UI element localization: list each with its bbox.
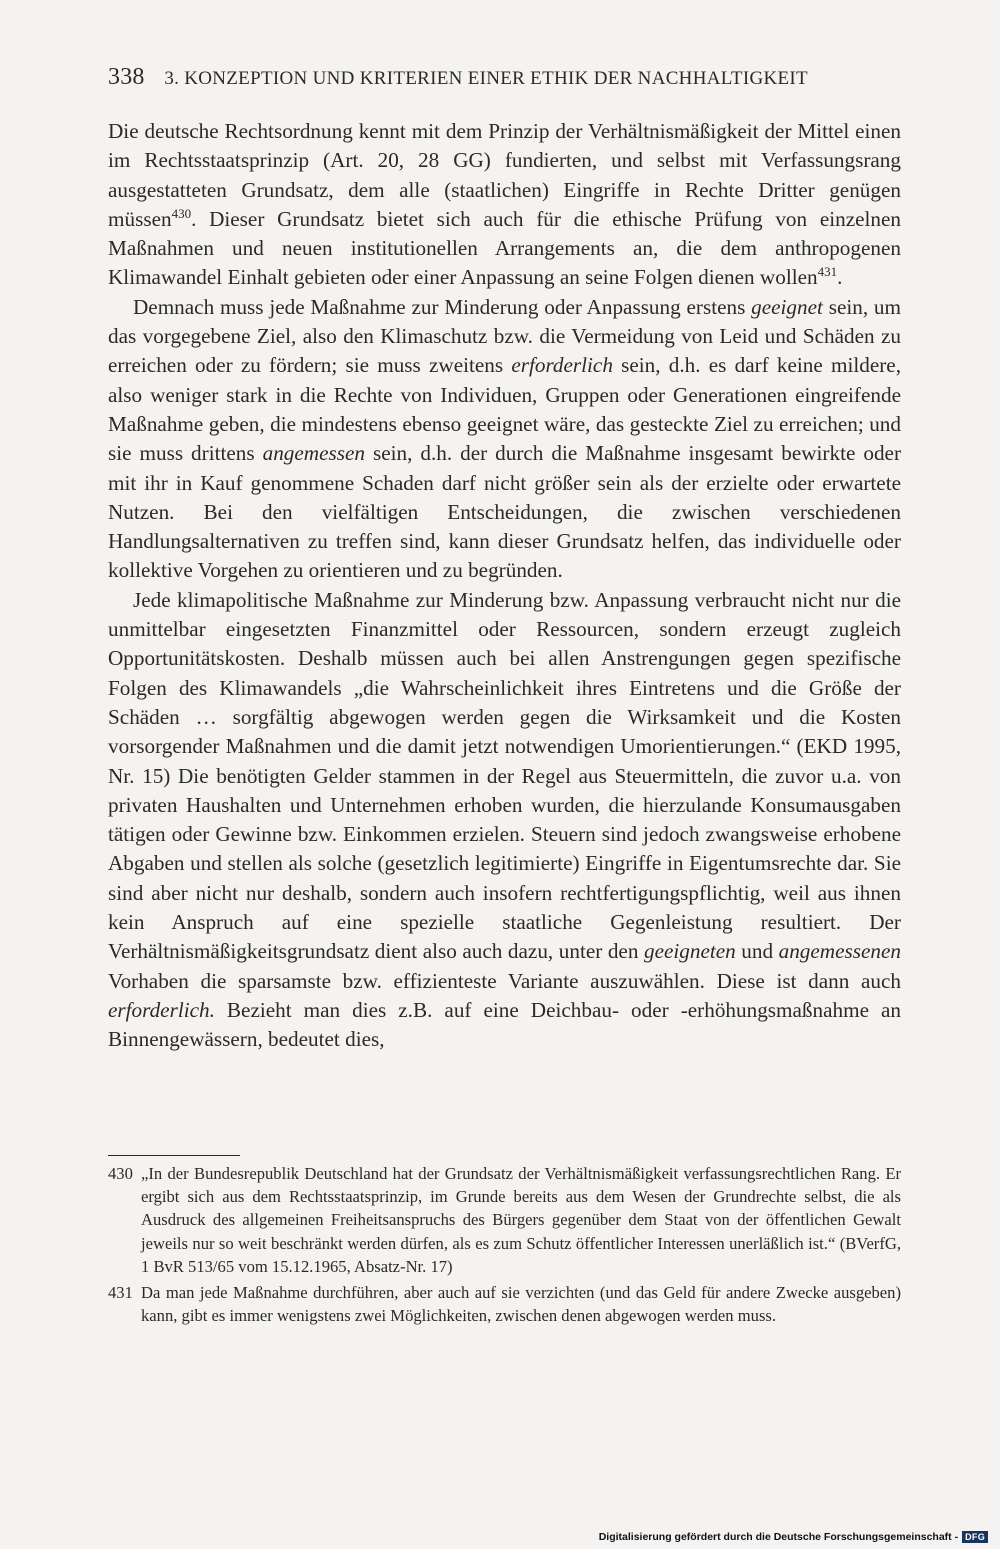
emphasis-erforderlich: erforderlich. (108, 997, 215, 1022)
running-header (108, 64, 908, 91)
paragraph-3 (108, 586, 901, 1055)
dfg-logo-icon: DFG (962, 1531, 988, 1543)
text-run: . Dieser Grundsatz bietet sich auch für die ethische Prüfung von einzelnen Maßnahmen und neuen institutionellen Arrangements an, die dem anthropogenen Klimawandel Einhalt gebieten oder einer Anpassung an seine Folgen dienen wollen (108, 206, 901, 290)
footnote-431 (108, 1281, 901, 1327)
text-run: Die deutsche Rechtsordnung kennt mit dem Prinzip der Verhältnismäßigkeit der Mittel einen im Rechtsstaatsprinzip (Art. 20, 28 GG) fundierten, und selbst mit Verfassungsrang ausgestatteten Grundsatz, dem alle (staatlichen) Eingriffe in Rechte Dritter genügen müssen (108, 119, 901, 231)
text-run: . (837, 265, 843, 290)
footnote-ref-430[interactable]: 430 (171, 206, 192, 222)
main-text (108, 117, 901, 1055)
footnote-number: 430 (108, 1164, 133, 1183)
footnote-ref-431[interactable]: 431 (817, 264, 838, 280)
funding-note (599, 1531, 988, 1543)
footnote-number: 431 (108, 1283, 133, 1303)
text-run: Demnach muss jede Maßnahme zur Minderung oder Anpassung erstens (133, 294, 752, 319)
emphasis-geeigneten: geeigneten (643, 939, 736, 964)
emphasis-erforderlich: erforderlich (511, 353, 613, 378)
footnote-text: Da man jede Maßnahme durchführen, aber auch auf sie verzichten (und das Geld für andere Zwecke ausgeben) kann, gibt es immer wenigstens zwei Möglichkeiten, zwischen denen abgewogen werden muss. (141, 1283, 901, 1326)
page-number: 338 (108, 64, 145, 90)
running-title: 3. KONZEPTION UND KRITERIEN EINER ETHIK DER NACHHALTIGKEIT (164, 68, 808, 89)
paragraph-1 (108, 117, 901, 293)
text-run: sein, um das vorgegebene Ziel, also den Klimaschutz bzw. die Vermeidung von Leid und Schäden zu erreichen oder zu fördern; sie muss zweitens (108, 294, 901, 378)
text-run: sein, d.h. es darf keine mildere, also weniger stark in die Rechte von Individuen, Gruppen oder Generationen eingreifende Maßnahme geben, die mindestens ebenso geeignet wäre, das gesteckte Ziel zu erreichen; und sie muss drittens (108, 353, 901, 466)
emphasis-angemessenen: angemessenen (778, 939, 901, 964)
footnote-text: „In der Bundesrepublik Deutschland hat der Grundsatz der Verhältnismäßigkeit verfassungsrechtlichen Rang. Er ergibt sich aus dem Rechtsstaatsprinzip, im Grunde bereits aus dem Wesen der Grundrechte selbst, die als Ausdruck des allgemeinen Freiheitsanspruchs des Bürgers gegenüber dem Staat von der öffentlichen Gewalt jeweils nur so weit beschränkt werden dürfen, als es zum Schutz öffentlicher Interessen unerläßlich ist.“ (BVerfG, 1 BvR 513/65 vom 15.12.1965, Absatz-Nr. 17) (141, 1164, 901, 1276)
footnotes (108, 1162, 901, 1330)
funding-text: Digitalisierung gefördert durch die Deutsche Forschungsgemeinschaft - (598, 1531, 959, 1543)
emphasis-geeignet: geeignet (751, 294, 823, 319)
footnote-divider (108, 1155, 240, 1156)
text-run: Jede klimapolitische Maßnahme zur Minderung bzw. Anpassung verbraucht nicht nur die unmittelbar eingesetzten Finanzmittel oder Ressourcen, sondern erzeugt zugleich Opportunitätskosten. Deshalb müssen auch bei allen Anstrengungen gegen spezifische Folgen des Klimawandels „die Wahrscheinlichkeit ihres Eintretens und die Größe der Schäden … sorgfältig abgewogen werden gegen die Wirksamkeit und die Kosten vorsorgender Maßnahmen und die damit jetzt notwendigen Umorientierungen.“ (EKD 1995, Nr. 15) Die benötigten Gelder stammen in der Regel aus Steuermitteln, die zuvor u.a. von privaten Haushalten und Unternehmen erhoben wurden, die hierzulande Konsumausgaben tätigen oder Gewinne bzw. Einkommen erzielen. Steuern sind jedoch zwangsweise erhobene Abgaben und stellen als solche (gesetzlich legitimierte) Eingriffe in Eigentumsrechte dar. Sie sind aber nicht nur deshalb, sondern auch insofern rechtfertigungspflichtig, weil aus ihnen kein Anspruch auf eine spezielle staatliche Gegenleistung resultiert. Der Verhältnismäßigkeitsgrundsatz dient also auch dazu, unter den (108, 587, 901, 964)
text-run: sein, d.h. der durch die Maßnahme insgesamt bewirkte oder mit ihr in Kauf genommene Schaden darf nicht größer sein als der erzielte oder erwartete Nutzen. Bei den vielfältigen Entscheidungen, die zwischen verschiedenen Handlungsalternativen zu treffen sind, kann dieser Grundsatz helfen, das individuelle oder kollektive Vorgehen zu orientieren und zu begründen. (108, 441, 901, 583)
text-run: Bezieht man dies z.B. auf eine Deichbau- oder -erhöhungsmaßnahme an Binnengewässern, bedeutet dies, (108, 997, 901, 1052)
text-run: Vorhaben die sparsamste bzw. effizienteste Variante auszuwählen. Diese ist dann auch (108, 968, 901, 993)
emphasis-angemessen: angemessen (262, 441, 365, 466)
paragraph-2 (108, 293, 901, 586)
text-run: und (735, 939, 779, 964)
footnote-430 (108, 1162, 901, 1278)
